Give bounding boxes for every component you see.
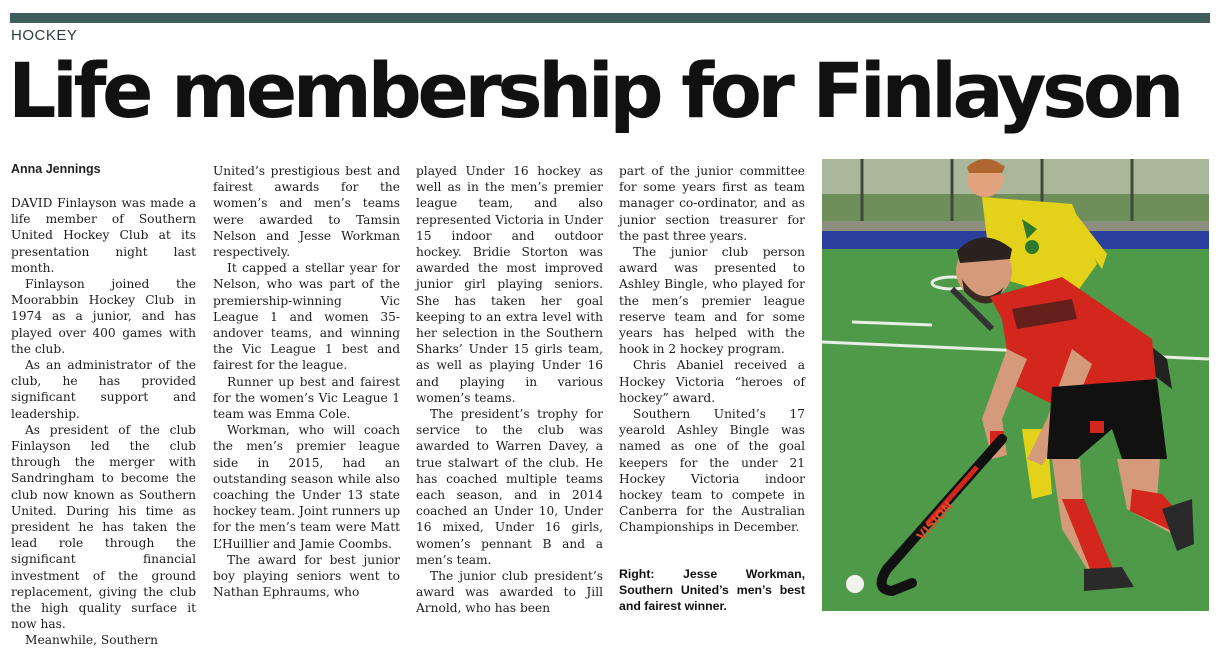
article-paragraph: part of the junior committee for some years first as team manager co-ordinator, and as junior section treasurer for the past three years. (619, 164, 805, 243)
stick-brand-label: VISION (913, 498, 956, 544)
headline: Life membership for Finlayson (8, 46, 1181, 135)
byline: Anna Jennings (11, 162, 101, 176)
article-paragraph: Finlayson joined the Moorabbin Hockey Club in 1974 as a junior, and has played over 400 games with the club. (11, 277, 196, 356)
article-paragraph: It capped a stellar year for Nelson, who was part of the premiership-winning Vic League 1 and women 35-andover teams, and winning the Vic League 1 best and fairest for the league. (213, 261, 400, 373)
section-label: HOCKEY (11, 27, 78, 44)
article-paragraph: Southern United’s 17 yearold Ashley Bingle was named as one of the goal keepers for the under 21 Hockey Victoria indoor hockey team to compete in Canberra for the Australian Championships in December. (619, 407, 805, 535)
article-paragraph: The junior club president’s award was awarded to Jill Arnold, who has been (416, 569, 603, 616)
article-paragraph: The junior club person award was presented to Ashley Bingle, who played for the men’s premier league reserve team and for some years has helped with the hook in 2 hockey program. (619, 245, 805, 357)
article-column-1 (11, 195, 196, 649)
article-paragraph: The award for best junior boy playing seniors went to Nathan Ephraums, who (213, 552, 400, 600)
article-paragraph: As an administrator of the club, he has provided significant support and leadership. (11, 358, 196, 421)
article-paragraph: Runner up best and fairest for the women’s Vic League 1 team was Emma Cole. (213, 374, 400, 422)
article-paragraph: Chris Abaniel received a Hockey Victoria “heroes of hockey” award. (619, 358, 805, 405)
article-paragraph: As president of the club Finlayson led the club through the merger with Sandringham to become the club now known as Southern United. During his time as president he has taken the lead role through the significant financial investment of the ground replacement, giving the club the high quality surface it now has. (11, 422, 196, 632)
hockey-photo-illustration (822, 159, 1209, 611)
article-column-2 (213, 163, 400, 600)
article-paragraph: Meanwhile, Southern (25, 633, 159, 648)
hockey-photo (822, 159, 1209, 611)
article-paragraph: played Under 16 hockey as well as in the men’s premier league team, and also represented Victoria in Under 15 indoor and outdoor hockey. Bridie Storton was awarded the most improved junior girl playing seniors. She has taken her goal keeping to an extra level with her selection in the Southern Sharks’ Under 15 girls team, as well as playing Under 16 and playing in various women’s teams. (416, 164, 603, 405)
article-column-3 (416, 163, 603, 617)
article-paragraph: The president’s trophy for service to the club was awarded to Warren Davey, a true stalwart of the club. He has coached multiple teams each season, and in 2014 coached an Under 10, Under 16 mixed, Under 16 girls, women’s pennant B and a men’s team. (416, 407, 603, 567)
article-paragraph: DAVID Finlayson was made a life member of Southern United Hockey Club at its presentation night last month. (11, 196, 196, 275)
photo-caption: Right: Jesse Workman, Southern United’s men’s best and fairest winner. (619, 567, 805, 613)
article-paragraph: United’s prestigious best and fairest awards for the women’s and men’s teams were awarded to Tamsin Nelson and Jesse Workman respectively. (213, 164, 400, 260)
article-paragraph: Workman, who will coach the men’s premier league side in 2015, had an outstanding season while also coaching the Under 13 state hockey team. Joint runners up for the men’s team were Matt L’Huillier and Jamie Coombs. (213, 423, 400, 551)
article-column-4 (619, 163, 805, 536)
top-rule (10, 13, 1210, 23)
